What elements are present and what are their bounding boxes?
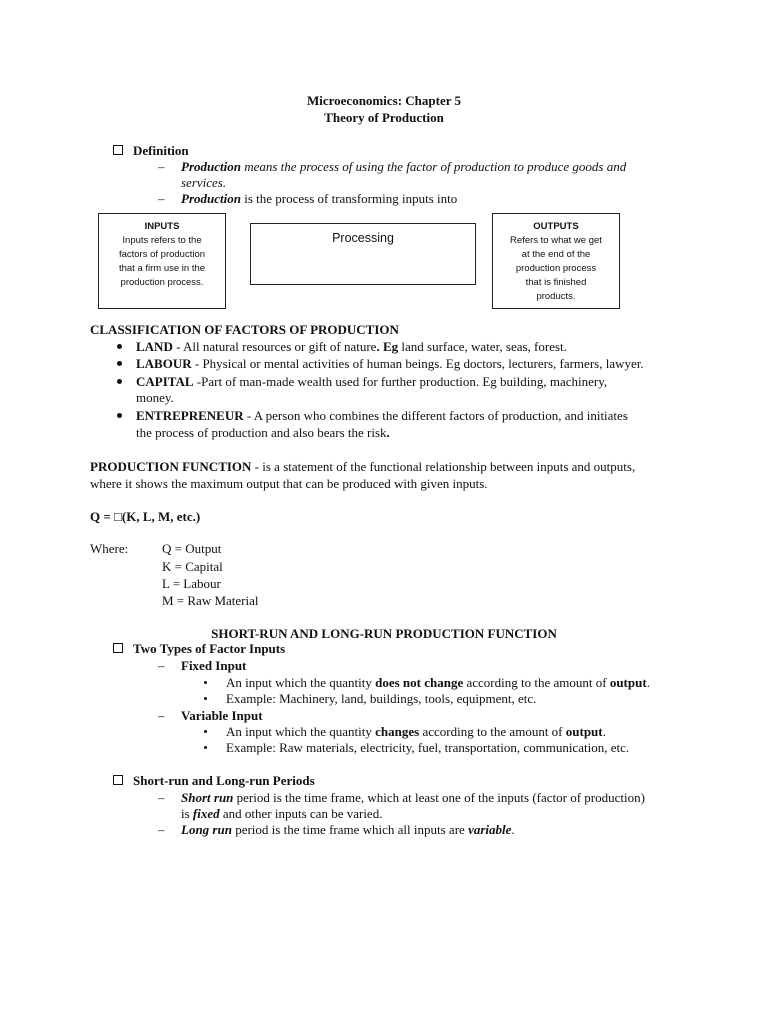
checkbox-square-icon [113, 775, 123, 785]
land-eg: . Eg [376, 339, 399, 354]
definition-item-2 [181, 191, 457, 207]
variable-input-def: An input which the quantity changes according to the amount of output. [226, 724, 606, 739]
term-production: Production [181, 191, 241, 206]
definition-item-1-cont: services. [181, 175, 227, 190]
page-title-chapter: Microeconomics: Chapter 5 [306, 93, 462, 108]
inputs-line: production process. [120, 277, 204, 288]
labour-text: - Physical or mental activities of human beings. Eg doctors, lecturers, farmers, lawyer. [191, 356, 644, 371]
entrepreneur-period: . [386, 425, 390, 440]
factor-labour [136, 356, 644, 372]
variable-l: L = Labour [162, 576, 221, 591]
dash-icon: – [158, 822, 165, 837]
variable-k: K = Capital [162, 559, 223, 574]
definition-heading [113, 143, 189, 159]
inputs-title: INPUTS [144, 221, 180, 232]
processing-label: Processing [332, 231, 394, 245]
inputs-line: factors of production [118, 249, 206, 260]
where-label: Where: [90, 541, 129, 556]
factor-entrepreneur [136, 408, 628, 424]
definition-text: means the process of using the factor of production to produce goods and [240, 159, 627, 174]
term-variable: variable [468, 822, 512, 837]
fixed-input-def: An input which the quantity does not change according to the amount of output. [226, 675, 650, 690]
bullet-icon [204, 681, 207, 684]
term-labour: LABOUR [136, 356, 192, 371]
term-capital: CAPITAL [136, 374, 194, 389]
outputs-line: Refers to what we get [510, 235, 602, 246]
outputs-line: that is finished [525, 277, 587, 288]
production-function-text: - is a statement of the functional relationship between inputs and outputs, [251, 459, 636, 474]
factor-land [136, 339, 567, 355]
fixed-input-example: Example: Machinery, land, buildings, tools, equipment, etc. [226, 691, 537, 706]
definition-text: is the process of transforming inputs into [240, 191, 458, 206]
definition-heading-text: Definition [133, 143, 189, 158]
dash-icon: – [158, 658, 165, 673]
outputs-title: OUTPUTS [533, 221, 579, 232]
term-long-run: Long run [181, 822, 232, 837]
checkbox-square-icon [113, 643, 123, 653]
bullet-icon [204, 730, 207, 733]
periods-heading [113, 773, 315, 789]
bullet-icon [117, 379, 122, 384]
term-production-function: PRODUCTION FUNCTION [90, 459, 252, 474]
inputs-line: Inputs refers to the [122, 235, 202, 246]
outputs-line: production process [515, 263, 597, 274]
factor-entrepreneur-cont [136, 425, 390, 441]
entrepreneur-text-cont: the process of production and also bears the risk [136, 425, 387, 440]
processing-box [250, 223, 476, 285]
variable-input-heading: Variable Input [181, 708, 263, 723]
page-title-topic: Theory of Production [324, 110, 444, 125]
production-function-cont: where it shows the maximum output that can be produced with given inputs. [90, 476, 488, 491]
bullet-icon [204, 697, 207, 700]
long-run-def: Long run period is the time frame which all inputs are variable. [181, 822, 515, 837]
term-entrepreneur: ENTREPRENEUR [136, 408, 244, 423]
land-text: - All natural resources or gift of nature [172, 339, 377, 354]
term-production: Production [181, 159, 241, 174]
types-heading-text: Two Types of Factor Inputs [133, 641, 286, 656]
variable-input-example: Example: Raw materials, electricity, fuel, transportation, communication, etc. [226, 740, 630, 755]
inputs-box [98, 213, 226, 309]
bullet-icon [204, 746, 207, 749]
dash-icon: – [158, 790, 165, 805]
types-heading [113, 641, 285, 657]
entrepreneur-text: - A person who combines the different factors of production, and initiates [243, 408, 628, 423]
bullet-icon [117, 361, 122, 366]
short-long-heading: SHORT-RUN AND LONG-RUN PRODUCTION FUNCTION [211, 626, 557, 641]
term-land: LAND [136, 339, 173, 354]
production-formula: Q = □(K, L, M, etc.) [90, 509, 201, 524]
variable-m: M = Raw Material [162, 593, 259, 608]
bullet-icon [117, 344, 122, 349]
dash-icon: – [158, 191, 165, 206]
inputs-line: that a firm use in the [118, 263, 206, 274]
long-run-text: period is the time frame which all inputs are [231, 822, 469, 837]
short-run-text: period is the time frame, which at least one of the inputs (factor of production) [233, 790, 645, 805]
land-examples: land surface, water, seas, forest. [398, 339, 567, 354]
outputs-line: at the end of the [521, 249, 591, 260]
term-short-run: Short run [181, 790, 234, 805]
factor-capital-cont: money. [136, 390, 174, 405]
outputs-box [492, 213, 620, 309]
periods-heading-text: Short-run and Long-run Periods [133, 773, 315, 788]
short-run-def [181, 790, 645, 806]
outputs-line: products. [536, 291, 576, 302]
dash-icon: – [158, 708, 165, 723]
capital-text: -Part of man-made wealth used for further production. Eg building, machinery, [193, 374, 608, 389]
dash-icon: – [158, 159, 165, 174]
checkbox-square-icon [113, 145, 123, 155]
definition-item-1 [181, 159, 626, 175]
factor-capital [136, 374, 607, 390]
variable-q: Q = Output [162, 541, 222, 556]
fixed-input-heading: Fixed Input [181, 658, 247, 673]
short-run-cont: is fixed and other inputs can be varied. [181, 806, 383, 821]
production-function-def [90, 459, 635, 475]
bullet-icon [117, 413, 122, 418]
classification-heading: CLASSIFICATION OF FACTORS OF PRODUCTION [90, 322, 399, 337]
